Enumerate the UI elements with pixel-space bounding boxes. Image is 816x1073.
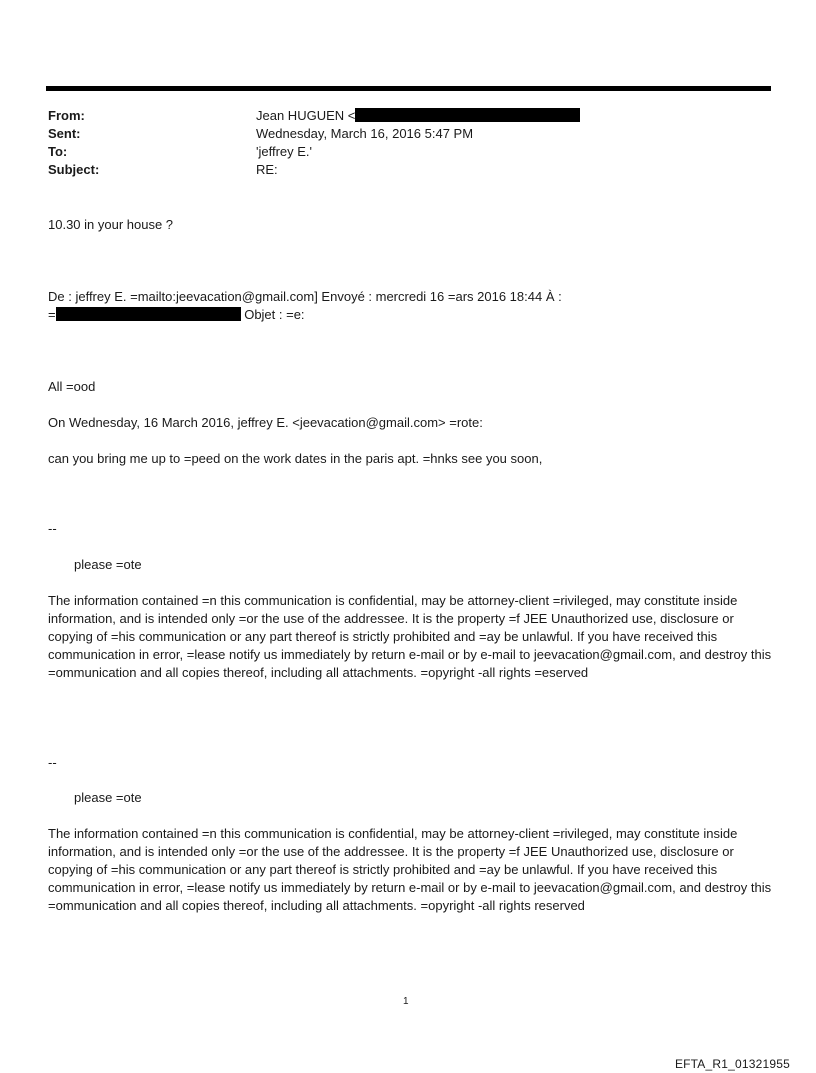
page-number: 1 [403, 996, 409, 1007]
to-label: To: [48, 144, 68, 159]
signature-separator: -- [48, 521, 57, 536]
from-name: Jean HUGUEN < [256, 108, 356, 123]
all-good-line: All =ood [48, 379, 96, 394]
header-rule [46, 86, 771, 91]
redaction-bar [56, 307, 241, 321]
reply-line: 10.30 in your house ? [48, 217, 174, 232]
quoted-header-line-2 [48, 306, 305, 324]
on-wrote-line: On Wednesday, 16 March 2016, jeffrey E. <jeevacation@gmail.com> =rote: [48, 415, 483, 430]
from-value [256, 108, 580, 123]
disclaimer-paragraph: The information contained =n this communication is confidential, may be attorney-client =rivileged, may constitute inside information, and is intended only =or the use of the addressee. It is the property =f JEE Unauthorized use, disclosure or copying of =his communication or any part thereof is strictly prohibited and =ay be unlawful. If you have received this communication in error, =lease notify us immediately by return e-mail or by e-mail to jeevacation@gmail.com, and destroy this =ommunication and all copies thereof, including all attachments. =opyright -all rights reserved [48, 826, 772, 913]
to-value: 'jeffrey E.' [256, 144, 313, 159]
quoted-header-suffix: Objet : =e: [240, 307, 305, 322]
redaction-bar [355, 108, 580, 122]
signature-separator: -- [48, 755, 57, 770]
request-line: can you bring me up to =peed on the work dates in the paris apt. =hnks see you soon, [48, 451, 543, 466]
quoted-header-prefix: = [48, 307, 56, 322]
please-note: please =ote [74, 790, 142, 805]
sent-value: Wednesday, March 16, 2016 5:47 PM [256, 126, 474, 141]
subject-value: RE: [256, 162, 278, 177]
quoted-header-line-1: De : jeffrey E. =mailto:jeevacation@gmail.com] Envoyé : mercredi 16 =ars 2016 18:44 À : [48, 289, 562, 304]
please-note: please =ote [74, 557, 142, 572]
sent-label: Sent: [48, 126, 81, 141]
from-label: From: [48, 108, 85, 123]
document-id: EFTA_R1_01321955 [674, 1057, 790, 1071]
subject-label: Subject: [48, 162, 100, 177]
disclaimer-paragraph: The information contained =n this communication is confidential, may be attorney-client =rivileged, may constitute inside information, and is intended only =or the use of the addressee. It is the property =f JEE Unauthorized use, disclosure or copying of =his communication or any part thereof is strictly prohibited and =ay be unlawful. If you have received this communication in error, =lease notify us immediately by return e-mail or by e-mail to jeevacation@gmail.com, and destroy this =ommunication and all copies thereof, including all attachments. =opyright -all rights =eserved [48, 593, 772, 680]
